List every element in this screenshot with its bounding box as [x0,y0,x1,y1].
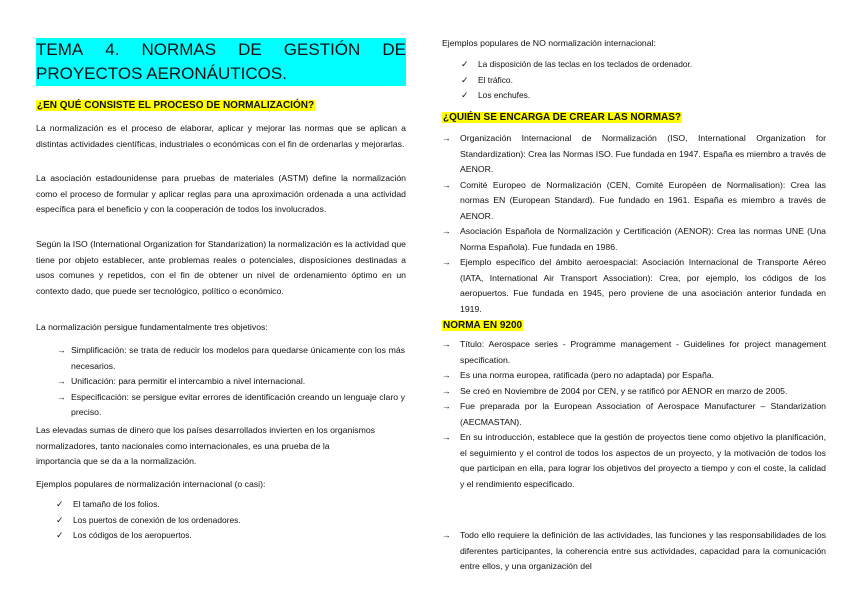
list-item: → En su introducción, establece que la gestión de proyectos tiene como objetivo la planificación, el seguimiento y el control de todos los aspectos de un proyecto, y la motivación de todos los que participan en ella, para lograr los objetivos del proyecto a tiempo y con el coste, la calidad y el rendimiento especificado. [442,432,826,489]
arrow-icon: → [442,401,451,411]
paragraph-examples-intro: Ejemplos populares de normalización internacional (o casi): [36,479,266,489]
paragraph-iso: Según la ISO (International Organization for Standarization) la normalización es la actividad que tiene por objeto establecer, ante problemas reales o potenciales, disposiciones destinadas a usos comunes y repetidos, con el fin de obtener un nivel de ordenamiento óptimo en un contexto dado, que puede ser tecnológico, político o económico. [36,239,406,296]
list-item: ✓ Los puertos de conexión de los ordenadores. [56,513,396,529]
arrow-icon: → [442,179,451,190]
arrow-icon: → [442,226,451,236]
paragraph-investment: Las elevadas sumas de dinero que los países desarrollados invierten en los organismos normalizadores, tanto nacionales como internacionales, es una prueba de la importancia que se da a la normalización. [36,425,376,466]
arrow-icon: → [442,385,451,396]
arrow-icon: → [57,345,66,355]
list-item: → Ejemplo específico del ámbito aeroespacial: Asociación Internacional de Transporte Aéreo (IATA, International Air Transport Association): Crea, por ejemplo, los códigos de los aeropuertos. Fue fundada en 1945, pero proviene de una asociación anterior fundada en 1919. [442,257,826,314]
list-item: ✓ Los códigos de los aeropuertos. [56,528,396,544]
section-heading-norma-en-9200: NORMA EN 9200 [443,320,523,331]
norma-list [442,337,826,492]
arrow-icon: → [442,339,451,349]
checkmark-icon: ✓ [56,530,64,540]
checkmark-icon: ✓ [461,90,469,100]
title-line-1: TEMA 4. NORMAS DE GESTIÓN DE [36,40,406,59]
list-item: → Comité Europeo de Normalización (CEN, Comité Européen de Normalisation): Crea las normas EN (European Standard). Fue fundado en 1961. España es miembro a través de AENOR. [442,179,826,221]
list-item: ✓ Los enchufes. [461,88,821,104]
paragraph-objectives-intro: La normalización persigue fundamentalmente tres objetivos: [36,322,268,332]
final-list [442,528,826,575]
arrow-icon: → [442,530,451,540]
arrow-icon: → [442,370,451,380]
examples-list [56,497,396,544]
checkmark-icon: ✓ [461,74,469,85]
list-item: → Fue preparada por la European Association of Aerospace Manufacturer – Standarization (AECMASTAN). [442,401,826,427]
list-item: → Se creó en Noviembre de 2004 por CEN, y se ratificó por AENOR en marzo de 2005. [442,384,826,400]
section-heading-quien: ¿QUIÉN SE ENCARGA DE CREAR LAS NORMAS? [443,112,681,123]
paragraph-non-examples-intro: Ejemplos populares de NO normalización internacional: [442,38,656,48]
page-title [36,38,406,86]
title-line-2: PROYECTOS AERONÁUTICOS. [36,64,287,83]
list-item: → Unificación: para permitir el intercambio a nivel internacional. [57,374,405,390]
organizations-list [442,131,826,317]
arrow-icon: → [442,257,451,267]
list-item: → Especificación: se persigue evitar errores de identificación creando un lenguaje claro y preciso. [57,391,405,417]
list-item: ✓ El tamaño de los folios. [56,497,396,513]
non-examples-list [461,57,821,104]
objectives-list [57,343,405,421]
list-item: ✓ El tráfico. [461,73,821,89]
checkmark-icon: ✓ [461,59,469,69]
arrow-icon: → [442,432,451,442]
list-item: → Es una norma europea, ratificada (pero no adaptada) por España. [442,368,826,384]
list-item: → Simplificación: se trata de reducir los modelos para quedarse únicamente con los más necesarios. [57,345,405,371]
arrow-icon: → [442,133,451,143]
list-item: → Asociación Española de Normalización y Certificación (AENOR): Crea las normas UNE (Una Norma Española). Fue fundada en 1986. [442,226,826,252]
section-heading-normalizacion: ¿EN QUÉ CONSISTE EL PROCESO DE NORMALIZACIÓN? [37,100,315,111]
arrow-icon: → [57,391,66,402]
list-item: → Título: Aerospace series - Programme management - Guidelines for project management specification. [442,339,826,365]
checkmark-icon: ✓ [56,499,64,509]
list-item: → Organización Internacional de Normalización (ISO, International Organization for Standardization): Crea las Normas ISO. Fue fundada en 1947. España es miembro a través de AENOR. [442,133,826,174]
checkmark-icon: ✓ [56,514,64,525]
paragraph-definition: La normalización es el proceso de elaborar, aplicar y mejorar las normas que se aplican a distintas actividades científicas, industriales o económicas con el fin de ordenarlas y mejorarlas. [36,123,406,149]
paragraph-astm: La asociación estadounidense para pruebas de materiales (ASTM) define la normalización como el proceso de formular y aplicar reglas para una aproximación ordenada a una actividad específica para el beneficio y con la cooperación de todos los involucrados. [36,173,406,214]
list-item: ✓ La disposición de las teclas en los teclados de ordenador. [461,57,821,73]
arrow-icon: → [57,376,66,386]
list-item: → Todo ello requiere la definición de las actividades, las funciones y las responsabilidades de los diferentes participantes, la coherencia entre sus actividades, capacidad para la comunicación entre ellos, y una organización del [442,530,826,571]
